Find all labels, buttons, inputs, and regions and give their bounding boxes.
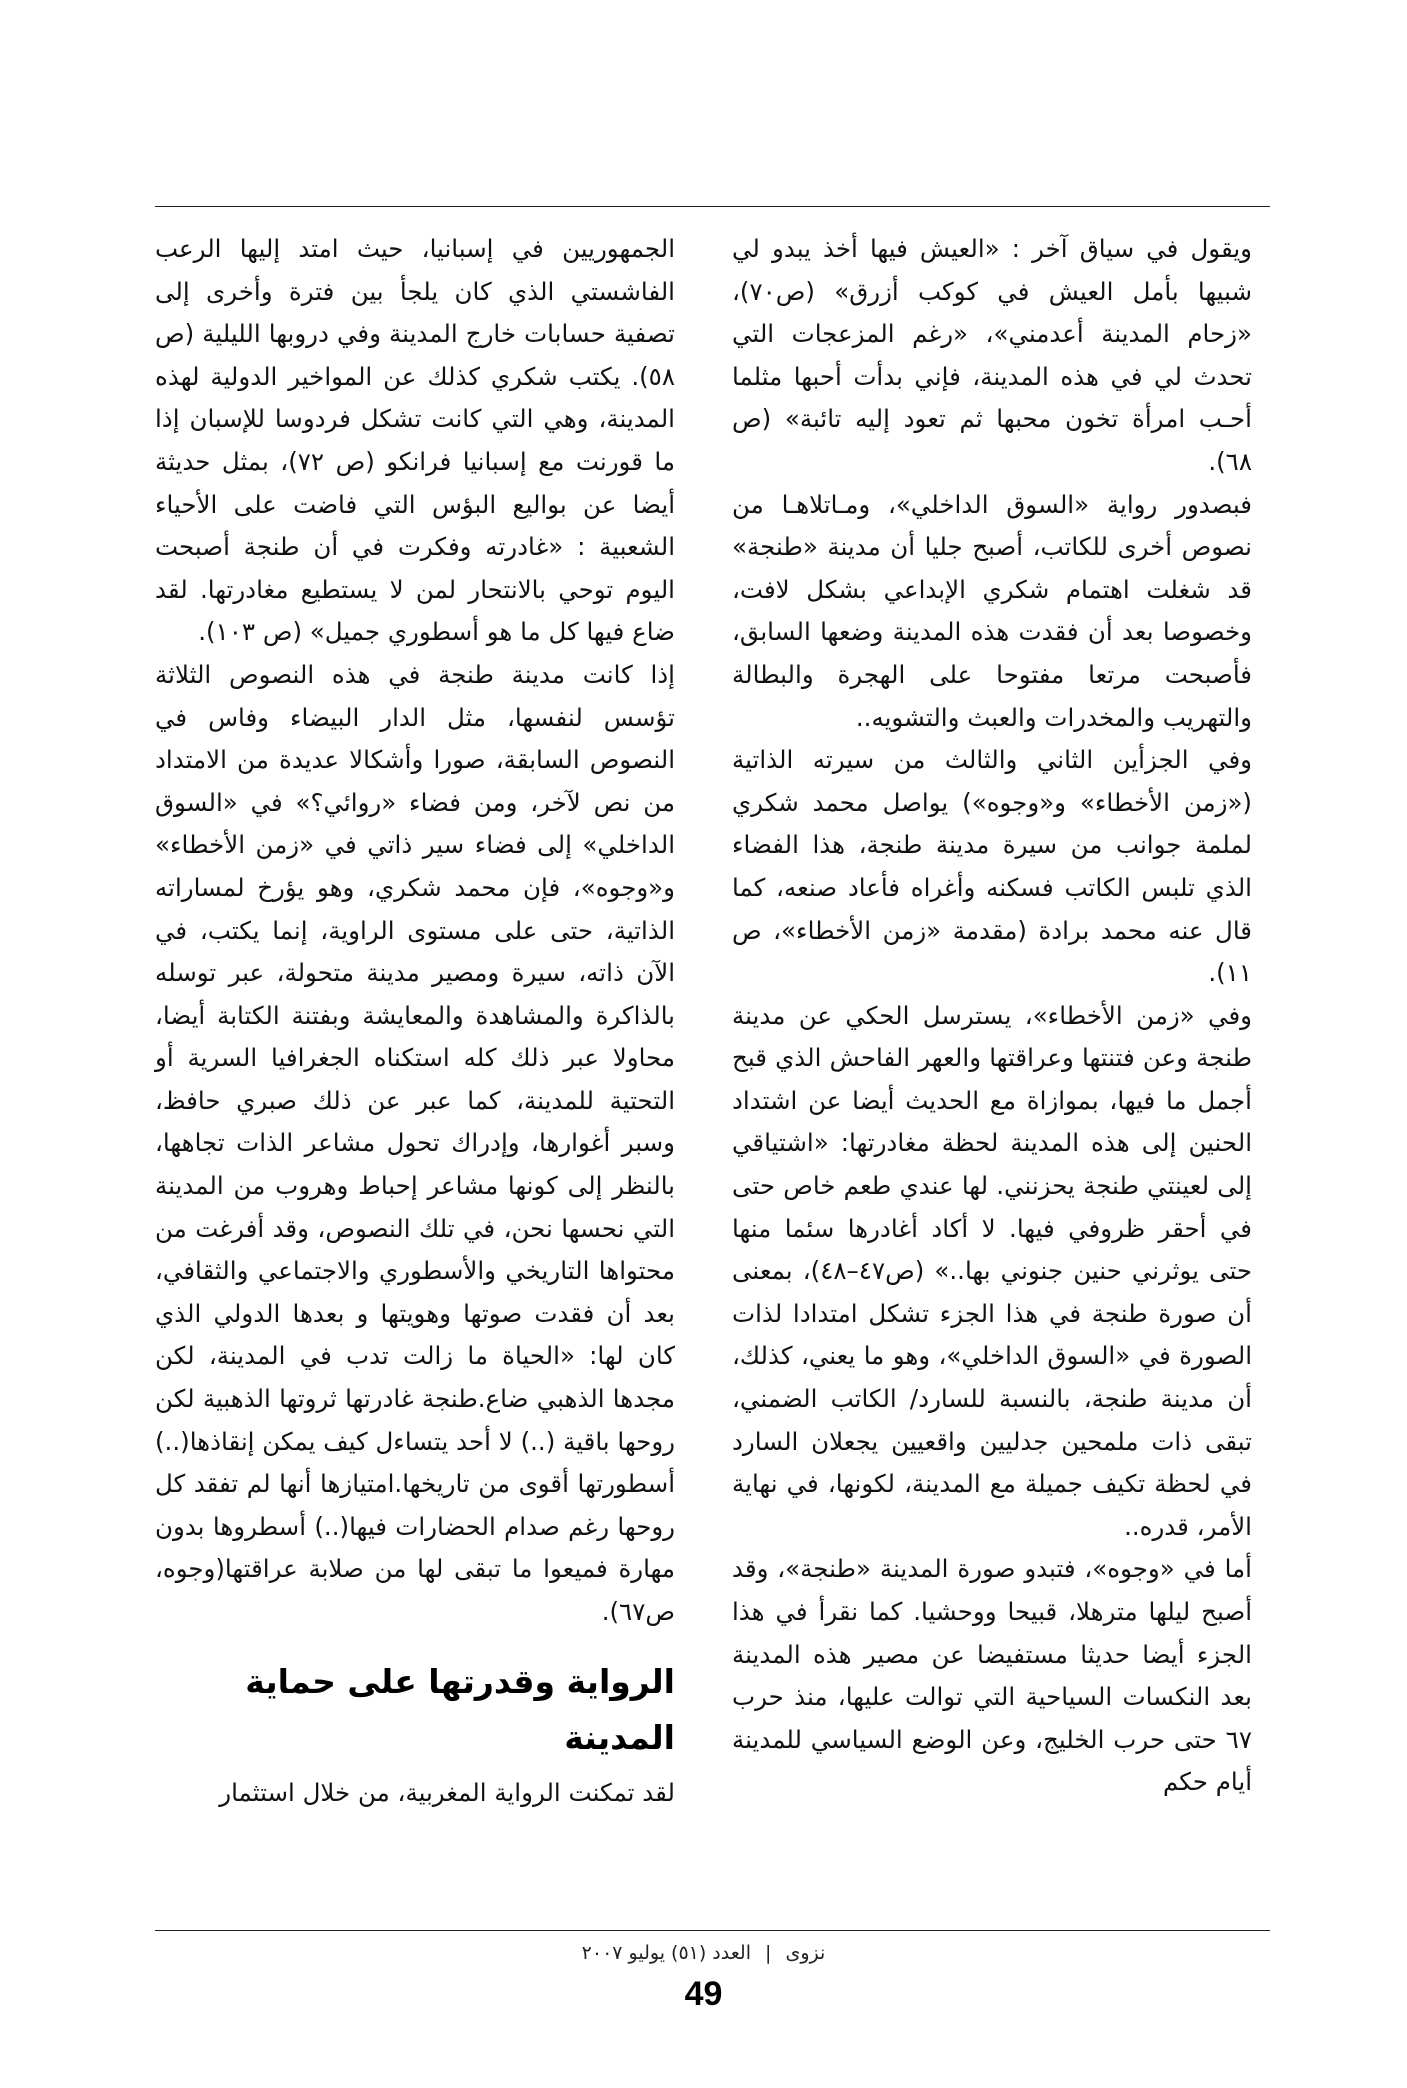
paragraph: أما في «وجوه»، فتبدو صورة المدينة «طنجة»، وقد أصبح ليلها مترهلا، قبيحا ووحشيا. كما نقرأ في هذا الجزء أيضا حديثا مستفيضا عن مصير هذه المدينة بعد النكسات السياحية التي توالت عليها، منذ حرب ٦٧ حتى حرب الخليج، وعن الوضع السياسي للمدينة أيام حكم: [732, 1554, 1252, 1797]
paragraph: ويقول في سياق آخر : «العيش فيها أخذ يبدو لي شبيها بأمل العيش في كوكب أزرق» (ص٧٠)، «زحام المدينة أعدمني»، «رغم المزعجات التي تحدث لي في هذه المدينة، فإني بدأت أحبها مثلما أحـب امرأة تخون محبها ثم تعود إليه تائبة» (ص ٦٨).: [732, 234, 1252, 476]
paragraph: إذا كانت مدينة طنجة في هذه النصوص الثلاثة تؤسس لنفسها، مثل الدار البيضاء وفاس في النصوص السابقة، صورا وأشكالا عديدة من الامتداد من نص لآخر، ومن فضاء «روائي؟» في «السوق الداخلي» إلى فضاء سير ذاتي في «زمن الأخطاء» و«وجوه»، فإن محمد شكري، وهو يؤرخ لمساراته الذاتية، حتى على مستوى الراوية، إنما يكتب، في الآن ذاته، سيرة ومصير مدينة متحولة، عبر توسله بالذاكرة والمشاهدة والمعايشة وبفتنة الكتابة أيضا، محاولا عبر ذلك كله استكناه الجغرافيا السرية أو التحتية للمدينة، كما عبر عن ذلك صبري حافظ، وسبر أغوارها، وإدراك تحول مشاعر الذات تجاهها، بالنظر إلى كونها مشاعر إحباط وهروب من المدينة التي نحسها نحن، في تلك النصوص، وقد أفرغت من محتواها التاريخي والأسطوري والاجتماعي والثقافي، بعد أن فقدت صوتها وهويتها و بعدها الدولي الذي كان لها: «الحياة ما زالت تدب في المدينة، لكن مجدها الذهبي ضاع.طنجة غادرتها ثروتها الذهبية لكن روحها باقية (..) لا أحد يتساءل كيف يمكن إنقاذها(..) أسطورتها أقوى من تاريخها.امتيازها أنها لم تفقد كل روحها رغم صدام الحضارات فيها(..) أسطروها بدون مهارة فميعوا ما تبقى لها من صلابة عراقتها(وجوه، ص٦٧).: [155, 659, 675, 1626]
paragraph: وفي «زمن الأخطاء»، يسترسل الحكي عن مدينة طنجة وعن فتنتها وعراقتها والعهر الفاحش الذي قبح أجمل ما فيها، بموازاة مع الحديث أيضا عن اشتداد الحنين إلى هذه المدينة لحظة مغادرتها: «اشتياقي إلى لعينتي طنجة يحزنني. لها عندي طعم خاص حتى في أحقر ظروفي فيها. لا أكاد أغادرها سئما منها حتى يوثرني حنين جنوني بها..» (ص٤٧–٤٨)، بمعنى أن صورة طنجة في هذا الجزء تشكل امتدادا لذات الصورة في «السوق الداخلي»، وهو ما يعني، كذلك، أن مدينة طنجة، بالنسبة للسارد/ الكاتب الضمني، تبقى ذات ملمحين جدليين واقعيين يجعلان السارد في لحظة تكيف جميلة مع المدينة، لكونها، في نهاية الأمر، قدره..: [732, 1000, 1252, 1541]
paragraph: وفي الجزأين الثاني والثالث من سيرته الذاتية («زمن الأخطاء» و«وجوه») يواصل محمد شكري لملمة جوانب من سيرة مدينة طنجة، هذا الفضاء الذي تلبس الكاتب فسكنه وأغراه فأعاد صنعه، كما قال عنه محمد برادة (مقدمة «زمن الأخطاء»، ص ١١).: [732, 745, 1252, 988]
issue-info: العدد (٥١) يوليو ٢٠٠٧: [581, 1942, 751, 1964]
paragraph: فبصدور رواية «السوق الداخلي»، ومـاتلاهـا من نصوص أخرى للكاتب، أصبح جليا أن مدينة «طنجة» قد شغلت اهتمام شكري الإبداعي بشكل لافت، وخصوصا بعد أن فقدت هذه المدينة وضعها السابق، فأصبحت مرتعا مفتوحا على الهجرة والبطالة والتهريب والمخدرات والعبث والتشويه..: [732, 489, 1252, 732]
paragraph: الجمهوريين في إسبانيا، حيث امتد إليها الرعب الفاشستي الذي كان يلجأ بين فترة وأخرى إلى تصفية حسابات خارج المدينة وفي دروبها الليلية (ص ٥٨). يكتب شكري كذلك عن المواخير الدولية لهذه المدينة، وهي التي كانت تشكل فردوسا للإسبان إذا ما قورنت مع إسبانيا فرانكو (ص ٧٢)، بمثل حديثة أيضا عن بواليع البؤس التي فاضت على الأحياء الشعبية : «غادرته وفكرت في أن طنجة أصبحت اليوم توحي بالانتحار لمن لا يستطيع مغادرتها. لقد ضاع فيها كل ما هو أسطوري جميل» (ص ١٠٣).: [155, 234, 675, 647]
footer-separator: |: [765, 1942, 772, 1964]
top-rule: [155, 206, 1270, 207]
left-column: [155, 228, 675, 1814]
page-number: 49: [684, 1975, 723, 2013]
journal-name: نزوى: [785, 1942, 826, 1964]
section-heading: الرواية وقدرتها على حماية المدينة: [245, 1661, 675, 1757]
footer-journal-info: [0, 1942, 1407, 1964]
paragraph: لقد تمكنت الرواية المغربية، من خلال استثمار: [219, 1777, 675, 1807]
right-column: [732, 228, 1252, 1804]
bottom-rule: [155, 1930, 1270, 1931]
